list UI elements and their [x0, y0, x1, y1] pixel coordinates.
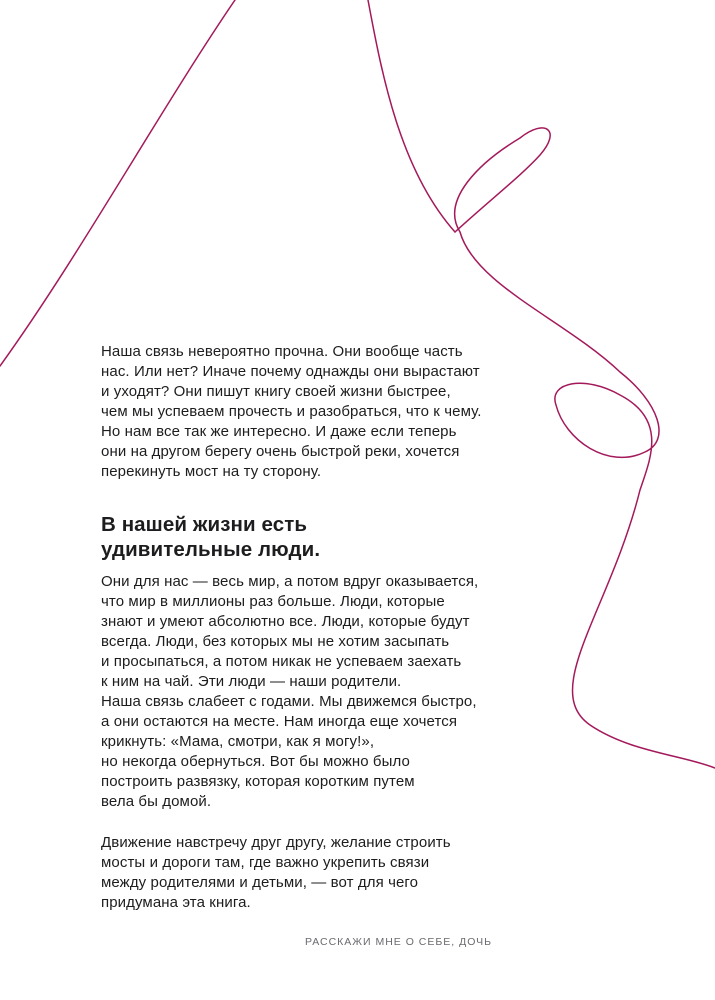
- section-heading: В нашей жизни есть удивительные люди.: [101, 513, 321, 561]
- curve-left-segment: [0, 0, 235, 366]
- body-paragraph-1: Они для нас — весь мир, а потом вдруг оказывается, что мир в миллионы раз больше. Люди, которые знают и умеют абсолютно все. Люди, которые будут всегда. Люди, без которых мы не хотим засыпать и просыпаться, а потом никак не успеваем заехать к ним на чай. Эти люди — наши родители. Наша связь слабеет с годами. Мы движемся быстро, а они остаются на месте. Нам иногда еще хочется крикнуть: «Мама, смотри, как я могу!», но некогда обернуться. Вот бы можно было построить развязку, которая коротким путем вела бы домой.: [101, 573, 479, 810]
- page-footer: [0, 936, 715, 948]
- intro-paragraph: Наша связь невероятно прочна. Они вообще часть нас. Или нет? Иначе почему однажды они вырастают и уходят? Они пишут книгу своей жизни быстрее, чем мы успеваем прочесть и разобраться, что к чему. Но нам все так же интересно. И даже если теперь они на другом берегу очень быстрой реки, хочется перекинуть мост на ту сторону.: [101, 343, 482, 480]
- running-title: РАССКАЖИ МНЕ О СЕБЕ, ДОЧЬ: [304, 936, 493, 948]
- body-paragraph-2: Движение навстречу друг другу, желание строить мосты и дороги там, где важно укрепить связи между родителями и детьми, — вот для чего придумана эта книга.: [101, 834, 451, 911]
